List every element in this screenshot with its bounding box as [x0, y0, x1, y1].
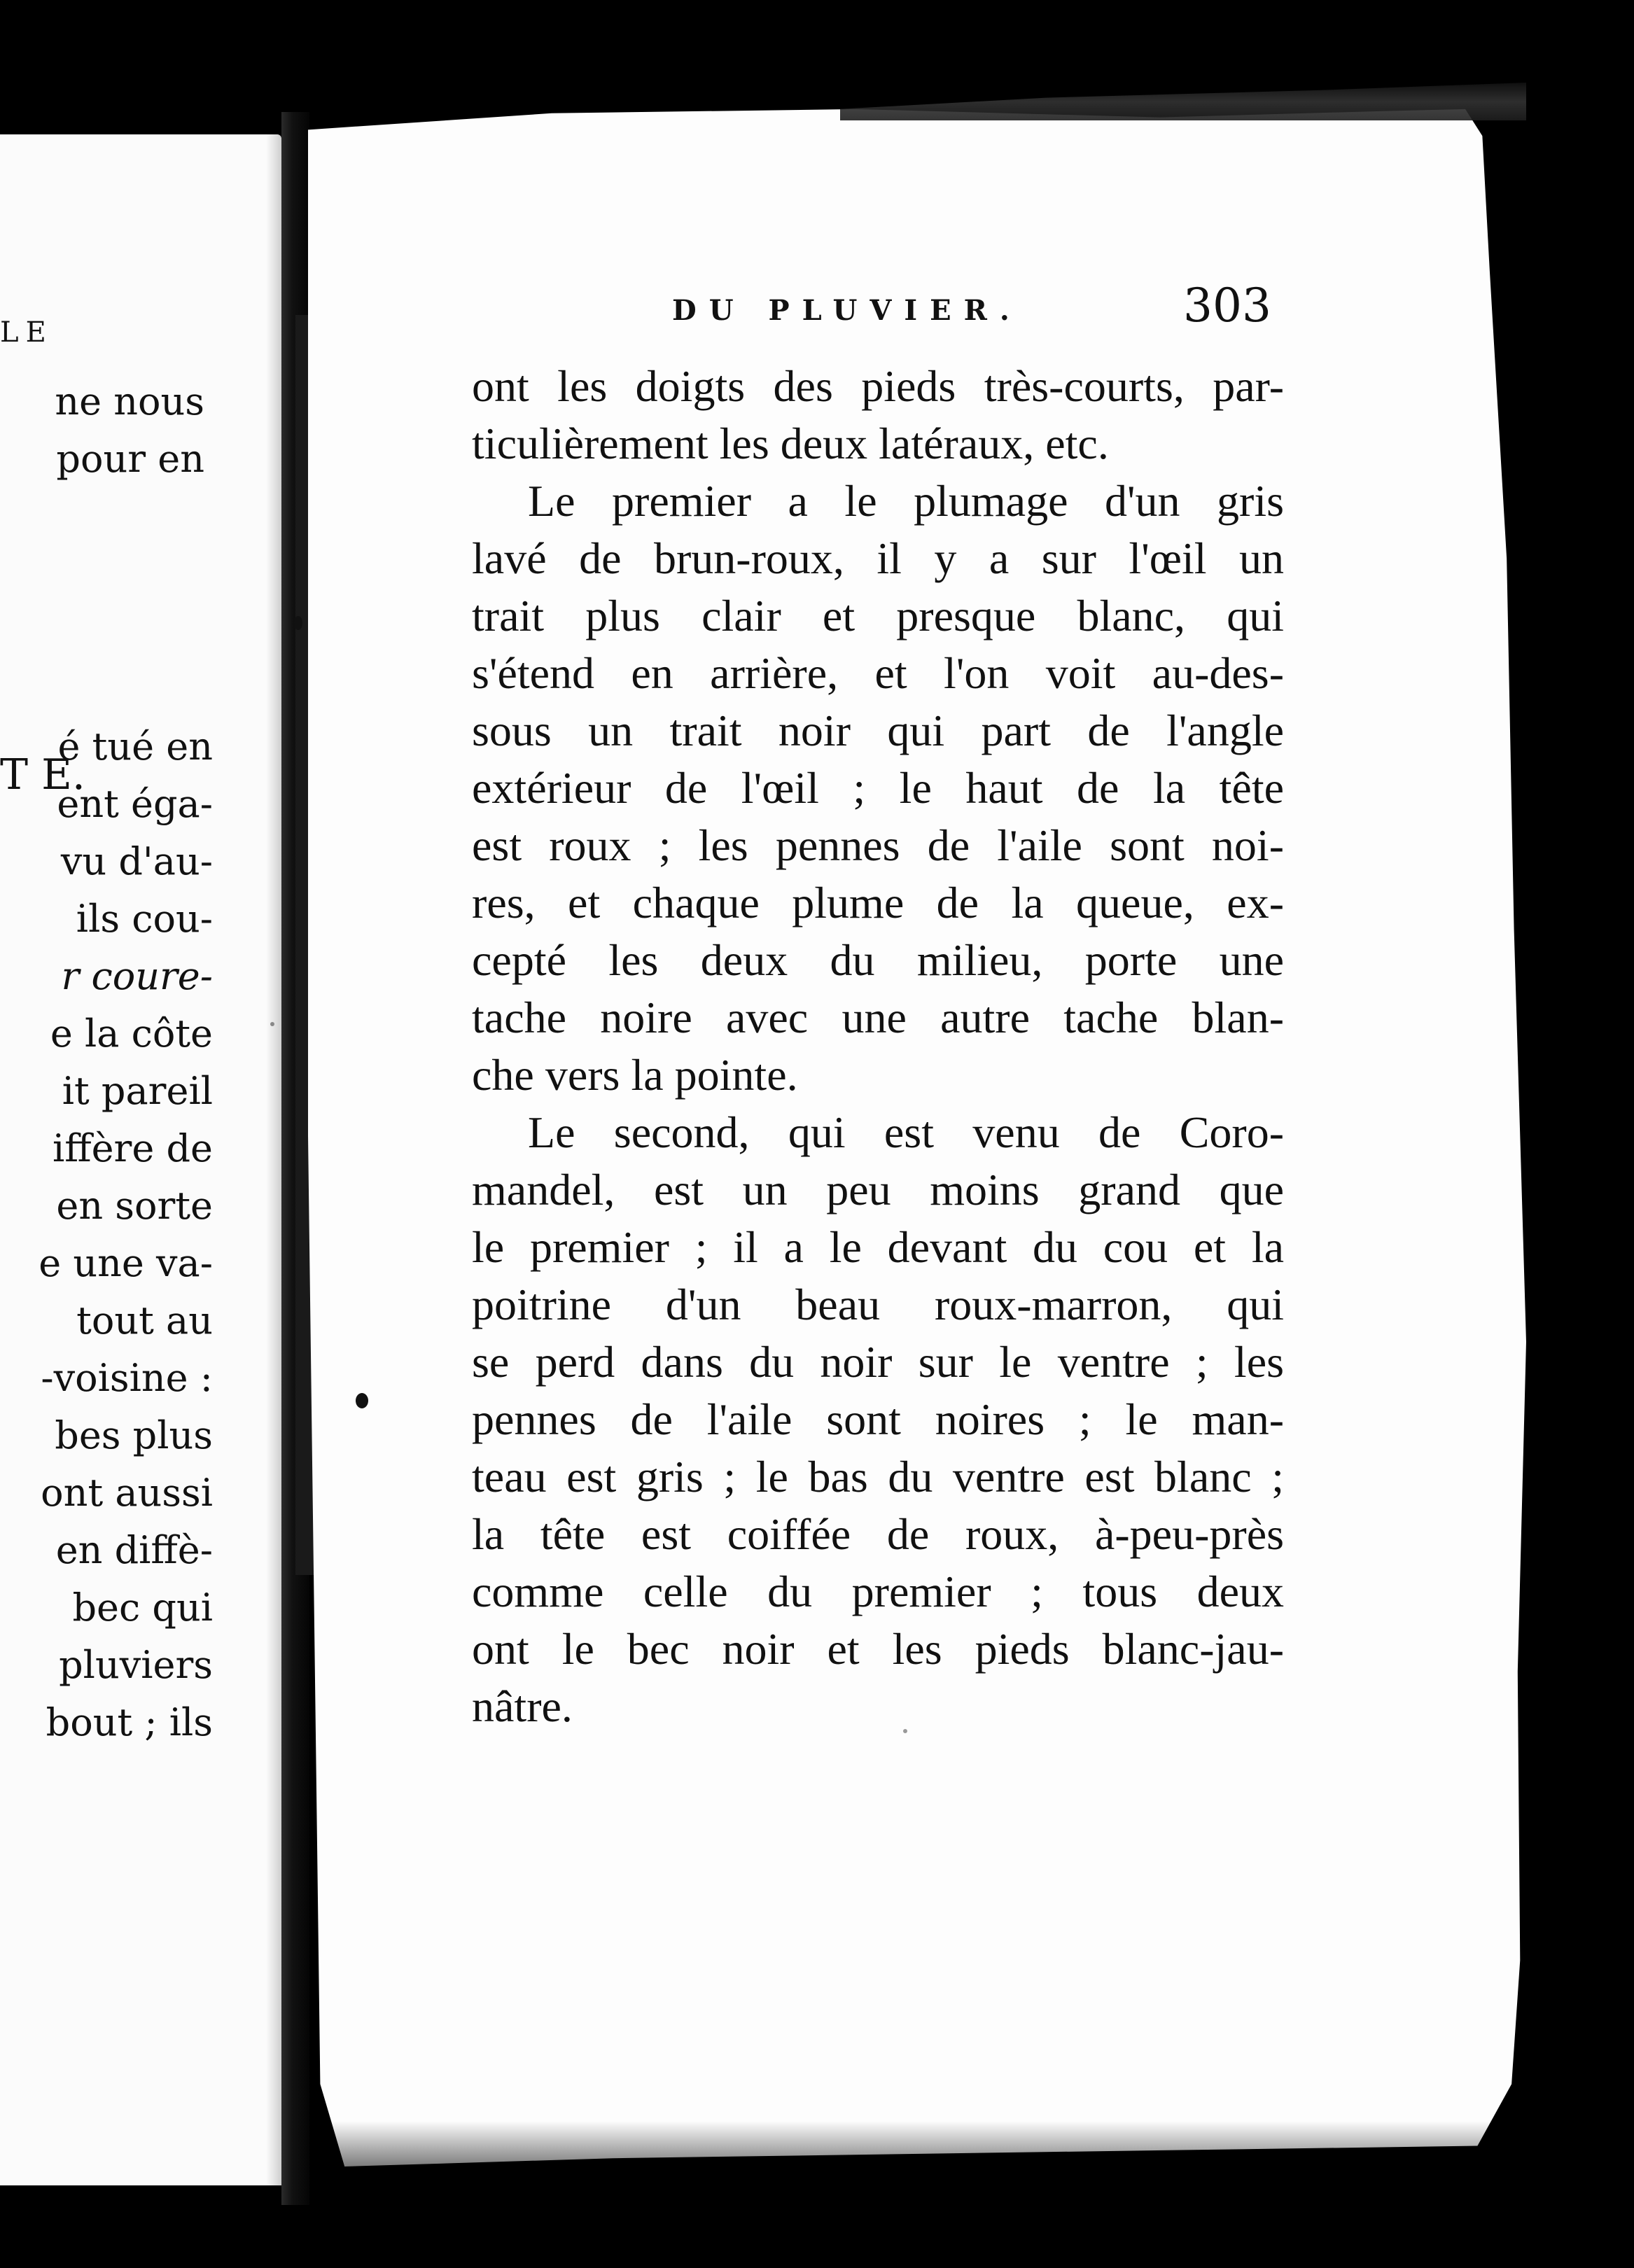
left-line: en sorte [56, 1184, 213, 1228]
text-line: le premier ; il a le devant du cou et la [472, 1222, 1284, 1272]
text-line: Le second, qui est venu de Coro- [528, 1107, 1284, 1157]
text-line: se perd dans du noir sur le ventre ; les [472, 1337, 1284, 1387]
running-head: DU PLUVIER. [672, 294, 1022, 327]
left-line: bec qui [72, 1586, 213, 1630]
left-line: bes plus [55, 1413, 213, 1457]
text-line: ont les doigts des pieds très-courts, par- [472, 361, 1284, 411]
left-line: e la côte [50, 1011, 213, 1056]
left-line: iffère de [52, 1126, 213, 1170]
text-line: est roux ; les pennes de l'aile sont noi- [472, 820, 1284, 870]
text-line: nâtre. [472, 1681, 573, 1731]
left-line: ils cou- [76, 897, 213, 941]
text-line: trait plus clair et presque blanc, qui [472, 591, 1284, 640]
text-line: teau est gris ; le bas du ventre est blanc ; [472, 1452, 1284, 1502]
text-line: pennes de l'aile sont noires ; le man- [472, 1394, 1284, 1444]
text-line: ont le bec noir et les pieds blanc-jau- [472, 1624, 1284, 1674]
text-line: tache noire avec une autre tache blan- [472, 993, 1284, 1042]
ink-speck [356, 1393, 368, 1408]
text-line: s'étend en arrière, et l'on voit au-des- [472, 648, 1284, 698]
text-line: cepté les deux du milieu, porte une [472, 935, 1284, 985]
left-line: it pareil [62, 1069, 213, 1113]
text-line: Le premier a le plumage d'un gris [528, 476, 1284, 526]
left-line: é tué en [57, 724, 213, 769]
text-line: comme celle du premier ; tous deux [472, 1567, 1284, 1616]
text-line: che vers la pointe. [472, 1050, 798, 1100]
text-line: lavé de brun-roux, il y a sur l'œil un [472, 533, 1284, 583]
ink-speck [294, 616, 302, 630]
text-line: la tête est coiffée de roux, à-peu-près [472, 1509, 1284, 1559]
left-page-shadow [266, 134, 281, 2185]
text-line: ticulièrement les deux latéraux, etc. [472, 419, 1109, 468]
left-line: -voisine : [41, 1356, 213, 1400]
left-page [0, 134, 281, 2185]
left-line: en diffè- [55, 1528, 213, 1572]
left-section-heading: T E. [0, 750, 85, 799]
bottom-edge-shadow [314, 2121, 1504, 2170]
ink-speck [270, 1022, 274, 1026]
text-line: res, et chaque plume de la queue, ex- [472, 878, 1284, 927]
top-edge-shadow [840, 83, 1526, 120]
left-line: tout au [76, 1298, 213, 1343]
left-line: bout ; ils [46, 1700, 213, 1744]
left-line: e une va- [39, 1241, 213, 1285]
text-line: mandel, est un peu moins grand que [472, 1165, 1284, 1214]
left-line: pour en [56, 437, 204, 481]
left-line: ent éga- [57, 782, 213, 826]
text-line: extérieur de l'œil ; le haut de la tête [472, 763, 1284, 813]
ink-speck [903, 1729, 907, 1733]
left-line: vu d'au- [60, 839, 213, 883]
left-running-head: LE [0, 316, 53, 349]
text-line: poitrine d'un beau roux-marron, qui [472, 1280, 1284, 1329]
left-line: r coure- [61, 954, 213, 998]
text-line: sous un trait noir qui part de l'angle [472, 706, 1284, 755]
page-number: 303 [1183, 279, 1271, 332]
left-line: ne nous [55, 379, 204, 424]
left-line: pluviers [59, 1643, 213, 1687]
left-line: ont aussi [41, 1471, 213, 1515]
